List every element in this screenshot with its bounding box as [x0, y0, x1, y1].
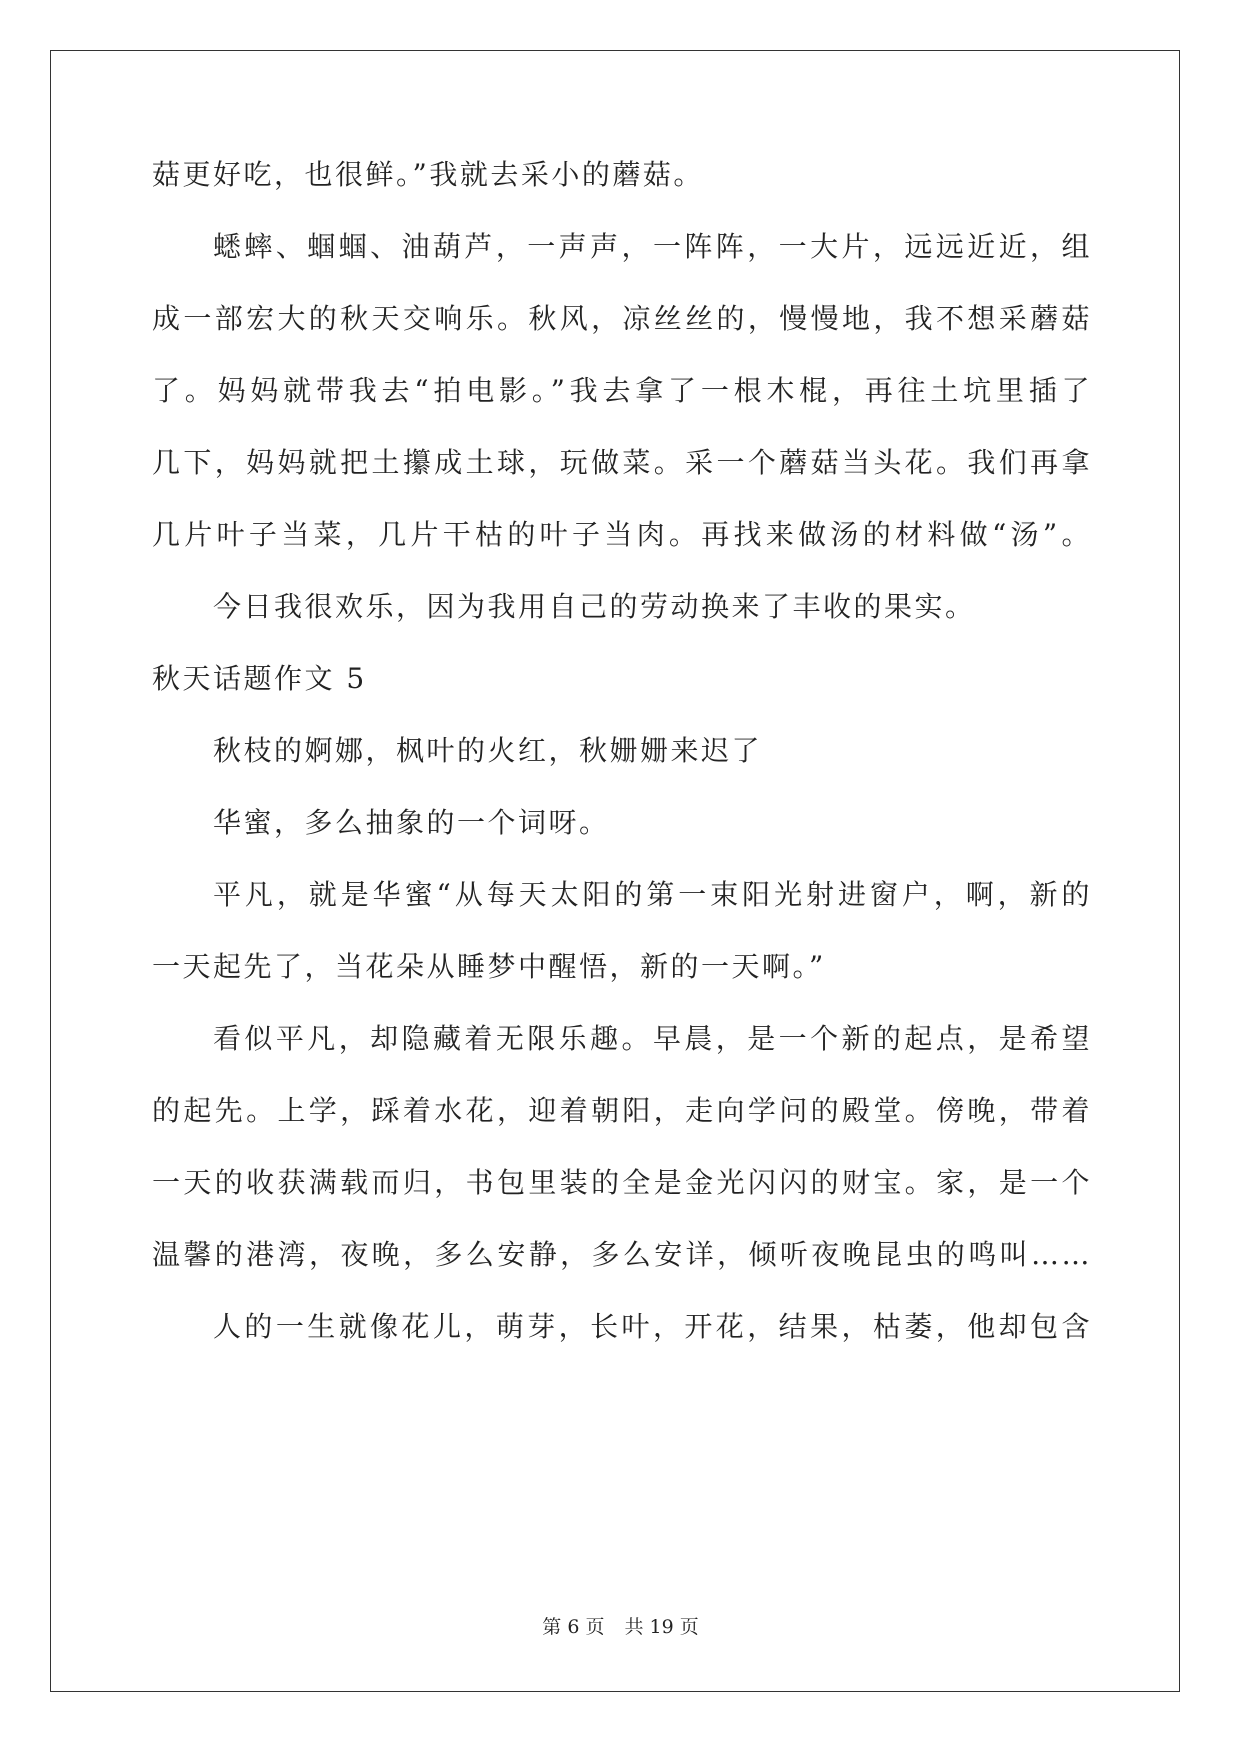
paragraph-line: 菇更好吃，也很鲜。”我就去采小的蘑菇。 [152, 158, 704, 191]
section-heading: 秋天话题作文 5 [152, 662, 367, 695]
paragraph-line: 人的一生就像花儿，萌芽，长叶，开花，结果，枯萎，他却包含 [213, 1310, 1092, 1343]
paragraph-line: 蟋蟀、蝈蝈、油葫芦，一声声，一阵阵，一大片，远远近近，组 [213, 230, 1092, 263]
paragraph-line: 华蜜，多么抽象的一个词呀。 [213, 806, 610, 839]
paragraph-line: 一天的收获满载而归，书包里装的全是金光闪闪的财宝。家，是一个 [152, 1166, 1092, 1199]
page-number: 第 6 页 [542, 1616, 605, 1638]
paragraph-line: 看似平凡，却隐藏着无限乐趣。早晨，是一个新的起点，是希望 [213, 1022, 1092, 1055]
paragraph-line: 的起先。上学，踩着水花，迎着朝阳，走向学问的殿堂。傍晚，带着 [152, 1094, 1092, 1127]
paragraph-line: 平凡，就是华蜜“从每天太阳的第一束阳光射进窗户，啊，新的 [213, 878, 1092, 911]
paragraph-line: 今日我很欢乐，因为我用自己的劳动换来了丰收的果实。 [213, 590, 976, 623]
paragraph-line: 了。妈妈就带我去“拍电影。”我去拿了一根木棍，再往土坑里插了 [152, 374, 1092, 407]
paragraph-line: 成一部宏大的秋天交响乐。秋风，凉丝丝的，慢慢地，我不想采蘑菇 [152, 302, 1092, 335]
page-footer [0, 1615, 1241, 1639]
paragraph-line: 几下，妈妈就把土攥成土球，玩做菜。采一个蘑菇当头花。我们再拿 [152, 446, 1092, 479]
paragraph-line: 温馨的港湾，夜晚，多么安静，多么安详，倾听夜晚昆虫的鸣叫…… [152, 1238, 1092, 1271]
paragraph-line: 秋枝的婀娜，枫叶的火红，秋姗姗来迟了 [213, 734, 763, 767]
paragraph-line: 几片叶子当菜，几片干枯的叶子当肉。再找来做汤的材料做“汤”。 [152, 518, 1092, 551]
page-border [50, 50, 1180, 1692]
paragraph-line: 一天起先了，当花朵从睡梦中醒悟，新的一天啊。” [152, 950, 826, 983]
page-total: 共 19 页 [624, 1616, 699, 1638]
